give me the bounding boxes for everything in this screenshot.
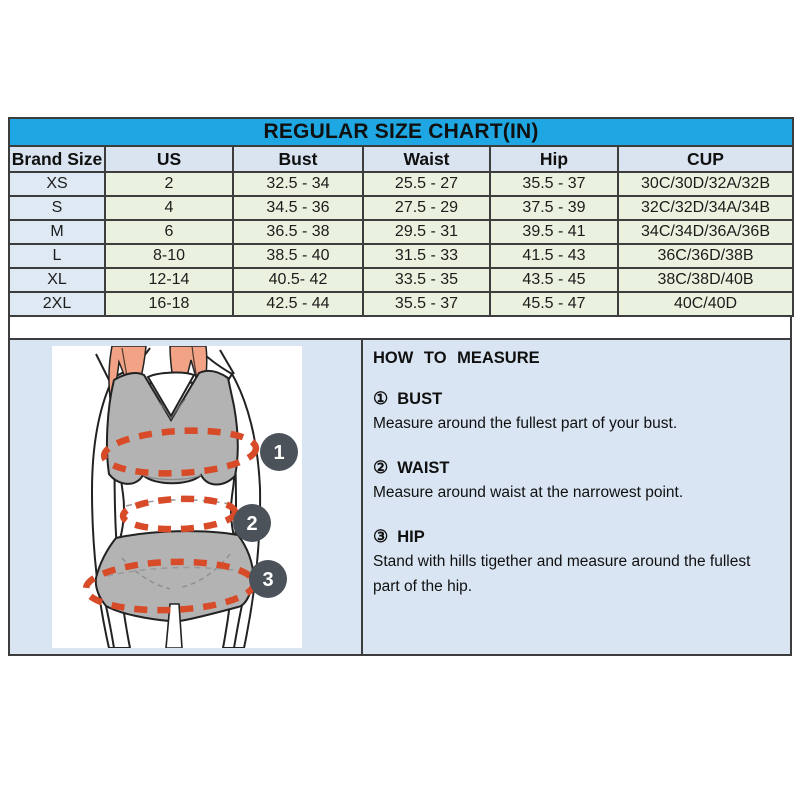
step-head <box>373 527 780 547</box>
spacer-row <box>8 317 792 338</box>
measure-heading: HOW TO MEASURE <box>373 349 540 367</box>
table-row-s <box>9 196 793 220</box>
measure-instructions <box>363 340 790 654</box>
measure-step-waist <box>373 458 780 505</box>
cell-us: 2 <box>105 172 233 196</box>
table-row-l <box>9 244 793 268</box>
step-description: Measure around the fullest part of your bust. <box>373 415 678 432</box>
step-description: Measure around waist at the narrowest point. <box>373 484 684 501</box>
measure-step-bust <box>373 389 780 436</box>
figure-cell <box>10 340 363 654</box>
cell-us: 16-18 <box>105 292 233 316</box>
cell-waist: 25.5 - 27 <box>363 172 490 196</box>
step-label: HIP <box>397 528 425 546</box>
hip-marker-number: 3 <box>262 569 274 591</box>
cell-brand: M <box>9 220 105 244</box>
waist-marker-badge <box>233 504 271 542</box>
cell-hip: 35.5 - 37 <box>490 172 618 196</box>
table-row-2xl <box>9 292 793 316</box>
circled-1-icon: ① <box>373 389 389 408</box>
column-header-row <box>9 146 793 172</box>
cell-bust: 32.5 - 34 <box>233 172 363 196</box>
cell-us: 12-14 <box>105 268 233 292</box>
how-to-measure-section <box>8 338 792 656</box>
col-header-bust: Bust <box>233 146 363 172</box>
cell-bust: 38.5 - 40 <box>233 244 363 268</box>
step-label: BUST <box>397 390 443 408</box>
waist-marker-number: 2 <box>246 513 258 535</box>
cell-hip: 41.5 - 43 <box>490 244 618 268</box>
col-header-brand-size: Brand Size <box>9 146 105 172</box>
cell-cup: 30C/30D/32A/32B <box>618 172 793 196</box>
col-header-cup: CUP <box>618 146 793 172</box>
cell-waist: 33.5 - 35 <box>363 268 490 292</box>
cell-brand: S <box>9 196 105 220</box>
table-row-xl <box>9 268 793 292</box>
cell-bust: 42.5 - 44 <box>233 292 363 316</box>
step-description: Stand with hills tigether and measure around the fullest part of the hip. <box>373 553 751 595</box>
cell-bust: 40.5- 42 <box>233 268 363 292</box>
cell-hip: 45.5 - 47 <box>490 292 618 316</box>
size-table <box>8 117 794 317</box>
table-row-m <box>9 220 793 244</box>
cell-brand: L <box>9 244 105 268</box>
cell-cup: 32C/32D/34A/34B <box>618 196 793 220</box>
col-header-hip: Hip <box>490 146 618 172</box>
body-measurement-illustration <box>52 346 302 648</box>
cell-cup: 34C/34D/36A/36B <box>618 220 793 244</box>
cell-hip: 39.5 - 41 <box>490 220 618 244</box>
hip-marker-badge <box>249 560 287 598</box>
circled-2-icon: ② <box>373 458 389 477</box>
chart-title: REGULAR SIZE CHART(IN) <box>9 118 793 146</box>
cell-cup: 36C/36D/38B <box>618 244 793 268</box>
cell-bust: 34.5 - 36 <box>233 196 363 220</box>
col-header-us: US <box>105 146 233 172</box>
cell-waist: 29.5 - 31 <box>363 220 490 244</box>
cell-brand: XL <box>9 268 105 292</box>
cell-hip: 43.5 - 45 <box>490 268 618 292</box>
table-row-xs <box>9 172 793 196</box>
cell-waist: 31.5 - 33 <box>363 244 490 268</box>
step-head <box>373 389 780 409</box>
title-row <box>9 118 793 146</box>
cell-us: 6 <box>105 220 233 244</box>
cell-waist: 35.5 - 37 <box>363 292 490 316</box>
bust-marker-number: 1 <box>273 442 285 464</box>
step-label: WAIST <box>397 459 450 477</box>
measure-step-hip <box>373 527 780 599</box>
cell-waist: 27.5 - 29 <box>363 196 490 220</box>
bust-marker-badge <box>260 433 298 471</box>
cell-cup: 38C/38D/40B <box>618 268 793 292</box>
col-header-waist: Waist <box>363 146 490 172</box>
cell-hip: 37.5 - 39 <box>490 196 618 220</box>
cell-us: 4 <box>105 196 233 220</box>
cell-brand: XS <box>9 172 105 196</box>
measurement-figure <box>52 346 302 648</box>
cell-bust: 36.5 - 38 <box>233 220 363 244</box>
size-chart-sheet <box>8 117 792 656</box>
step-head <box>373 458 780 478</box>
cell-us: 8-10 <box>105 244 233 268</box>
cell-brand: 2XL <box>9 292 105 316</box>
circled-3-icon: ③ <box>373 527 389 546</box>
cell-cup: 40C/40D <box>618 292 793 316</box>
